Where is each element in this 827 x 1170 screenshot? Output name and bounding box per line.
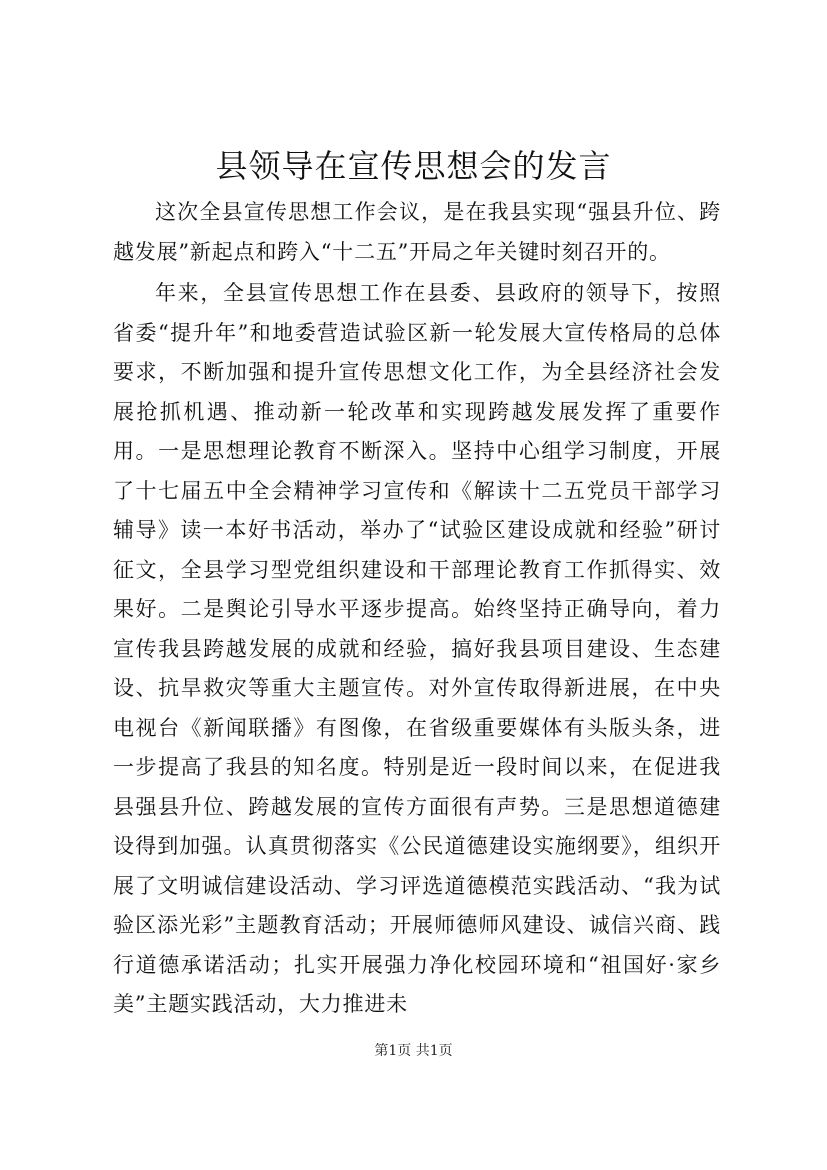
document-title: 县领导在宣传思想会的发言	[215, 147, 612, 185]
paragraph-2: 年来，全县宣传思想工作在县委、县政府的领导下，按照省委“提升年”和地委营造试验区新一轮发展大宣传格局的总体要求，不断加强和提升宣传思想文化工作，为全县经济社会发展抢抓机遇、推动新一轮改革和实现跨越发展发挥了重要作用。一是思想理论教育不断深入。坚持中心组学习制度，开展了十七届五中全会精神学习宣传和《解读十二五党员干部学习辅导》读一本好书活动，举办了“试验区建设成就和经验”研讨征文，全县学习型党组织建设和干部理论教育工作抓得实、效果好。二是舆论引导水平逐步提高。始终坚持正确导向，着力宣传我县跨越发展的成就和经验，搞好我县项目建设、生态建设、抗旱救灾等重大主题宣传。对外宣传取得新进展，在中央电视台《新闻联播》有图像，在省级重要媒体有头版头条，进一步提高了我县的知名度。特别是近一段时间以来，在促进我县强县升位、跨越发展的宣传方面很有声势。三是思想道德建设得到加强。认真贯彻落实《公民道德建设实施纲要》，组织开展了文明诚信建设活动、学习评选道德模范实践活动、“我为试验区添光彩”主题教育活动；开展师德师风建设、诚信兴商、践行道德承诺活动；扎实开展强力净化校园环境和“祖国好·家乡美”主题实践活动，大力推进未	[113, 281, 721, 1016]
page-footer: 第1页 共1页	[374, 1043, 453, 1059]
paragraph-1: 这次全县宣传思想工作会议，是在我县实现“强县升位、跨越发展”新起点和跨入“十二五”开局之年关键时刻召开的。	[113, 200, 721, 264]
document-body	[113, 193, 721, 1027]
